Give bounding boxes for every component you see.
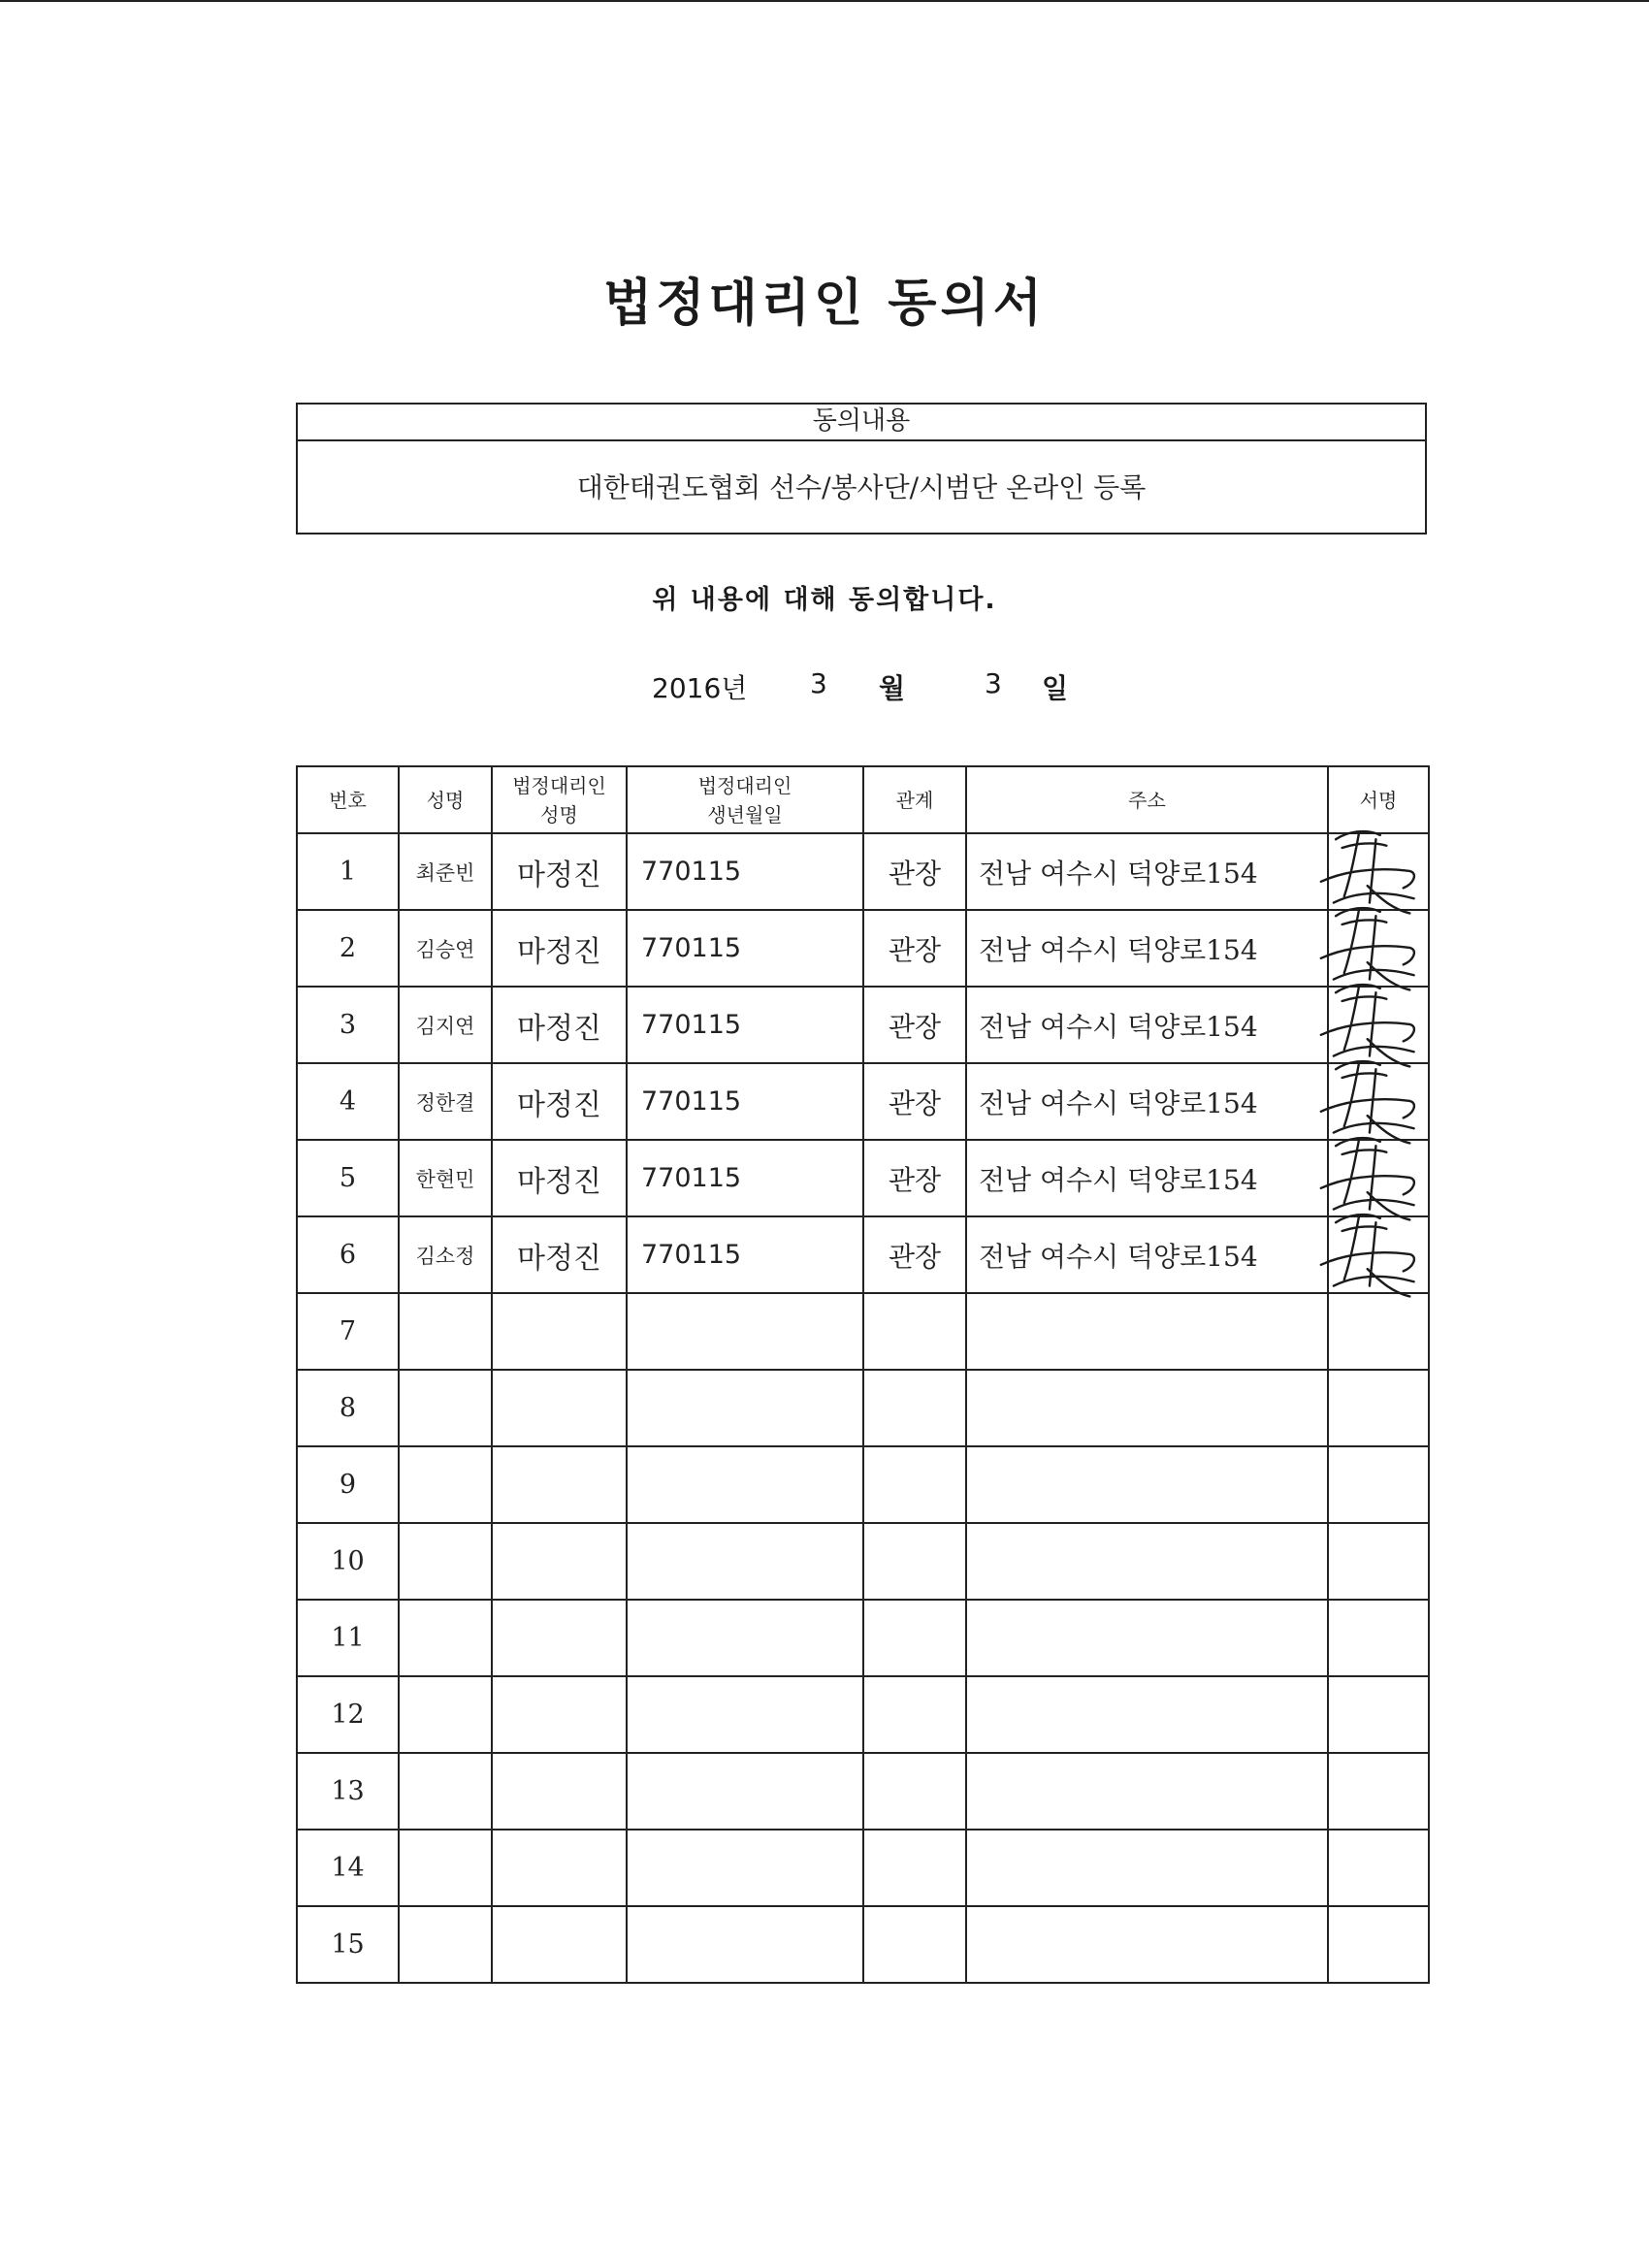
table-row: [297, 1216, 1429, 1293]
cell-guardian-name: 마정진: [492, 1063, 627, 1140]
cell-address: 전남 여수시 덕양로154: [966, 1140, 1328, 1216]
cell-relation: [863, 1830, 966, 1906]
cell-guardian-name: 마정진: [492, 910, 627, 987]
cell-guardian-birth: [627, 1293, 863, 1370]
header-guardian-birth-line2: 생년월일: [707, 802, 783, 826]
cell-no: 10: [297, 1523, 399, 1600]
header-name: 성명: [399, 766, 492, 833]
header-guardian-birth-line1: 법정대리인: [697, 773, 792, 797]
cell-guardian-birth: [627, 1753, 863, 1830]
consent-box: [296, 403, 1427, 535]
date-day-label: 일: [1042, 672, 1069, 704]
header-address: 주소: [966, 766, 1328, 833]
cell-name: 김소정: [399, 1216, 492, 1293]
cell-guardian-birth: 770115: [627, 1063, 863, 1140]
date-month-label: 월: [879, 672, 906, 704]
cell-signature: [1328, 1370, 1429, 1446]
cell-relation: 관장: [863, 1216, 966, 1293]
document-title: 법정대리인 동의서: [603, 275, 1046, 333]
cell-no: 4: [297, 1063, 399, 1140]
table-row: [297, 1676, 1429, 1753]
cell-name: [399, 1370, 492, 1446]
agree-statement: 위 내용에 대해 동의합니다.: [652, 585, 997, 615]
cell-address: [966, 1906, 1328, 1983]
cell-name: [399, 1676, 492, 1753]
cell-guardian-birth: [627, 1600, 863, 1676]
cell-name: 한현민: [399, 1140, 492, 1216]
cell-guardian-name: [492, 1523, 627, 1600]
header-guardian-name-line2: 성명: [540, 802, 578, 826]
table-row: [297, 833, 1429, 910]
cell-name: 김지연: [399, 987, 492, 1063]
cell-name: [399, 1446, 492, 1523]
cell-name: [399, 1600, 492, 1676]
cell-signature: [1328, 1753, 1429, 1830]
cell-signature: [1328, 1446, 1429, 1523]
header-guardian-name-line1: 법정대리인: [512, 773, 606, 797]
cell-signature: [1328, 1216, 1429, 1293]
header-relation: 관계: [863, 766, 966, 833]
cell-name: 정한결: [399, 1063, 492, 1140]
consent-text: 대한태권도협회 선수/봉사단/시범단 온라인 등록: [576, 471, 1147, 503]
table-row: [297, 1293, 1429, 1370]
header-guardian-birth: [627, 766, 863, 833]
cell-guardian-name: [492, 1830, 627, 1906]
cell-signature: [1328, 1906, 1429, 1983]
table-row: [297, 1063, 1429, 1140]
cell-guardian-name: [492, 1446, 627, 1523]
cell-address: 전남 여수시 덕양로154: [966, 910, 1328, 987]
cell-guardian-name: [492, 1600, 627, 1676]
cell-name: 최준빈: [399, 833, 492, 910]
cell-guardian-birth: [627, 1523, 863, 1600]
cell-no: 12: [297, 1676, 399, 1753]
cell-relation: 관장: [863, 987, 966, 1063]
cell-relation: 관장: [863, 1140, 966, 1216]
cell-relation: [863, 1600, 966, 1676]
cell-signature: [1328, 833, 1429, 910]
cell-guardian-name: 마정진: [492, 1140, 627, 1216]
cell-address: [966, 1293, 1328, 1370]
cell-guardian-name: [492, 1370, 627, 1446]
cell-guardian-birth: 770115: [627, 1216, 863, 1293]
cell-no: 15: [297, 1906, 399, 1983]
cell-guardian-name: 마정진: [492, 987, 627, 1063]
cell-guardian-name: 마정진: [492, 1216, 627, 1293]
cell-guardian-name: [492, 1293, 627, 1370]
cell-name: [399, 1753, 492, 1830]
consent-register-table: [296, 765, 1430, 1984]
cell-address: [966, 1600, 1328, 1676]
cell-no: 11: [297, 1600, 399, 1676]
cell-name: [399, 1906, 492, 1983]
cell-signature: [1328, 1293, 1429, 1370]
cell-relation: [863, 1906, 966, 1983]
date-day-value: 3: [985, 667, 1002, 699]
cell-guardian-birth: [627, 1370, 863, 1446]
cell-signature: [1328, 987, 1429, 1063]
cell-address: [966, 1523, 1328, 1600]
cell-guardian-birth: [627, 1906, 863, 1983]
cell-relation: [863, 1753, 966, 1830]
cell-name: [399, 1293, 492, 1370]
scan-top-edge: [0, 0, 1649, 2]
table-row: [297, 1753, 1429, 1830]
cell-guardian-birth: [627, 1830, 863, 1906]
cell-relation: 관장: [863, 1063, 966, 1140]
cell-relation: [863, 1370, 966, 1446]
header-guardian-name: [492, 766, 627, 833]
cell-relation: [863, 1293, 966, 1370]
consent-heading: 동의내용: [298, 405, 1425, 441]
cell-address: 전남 여수시 덕양로154: [966, 833, 1328, 910]
cell-address: [966, 1830, 1328, 1906]
cell-address: 전남 여수시 덕양로154: [966, 987, 1328, 1063]
date-month-value: 3: [810, 667, 827, 699]
cell-no: 7: [297, 1293, 399, 1370]
cell-no: 6: [297, 1216, 399, 1293]
cell-no: 13: [297, 1753, 399, 1830]
cell-guardian-name: 마정진: [492, 833, 627, 910]
table-row: [297, 1370, 1429, 1446]
cell-signature: [1328, 1063, 1429, 1140]
table-row: [297, 1140, 1429, 1216]
cell-relation: [863, 1676, 966, 1753]
cell-guardian-name: [492, 1906, 627, 1983]
cell-address: [966, 1370, 1328, 1446]
cell-signature: [1328, 910, 1429, 987]
table-row: [297, 987, 1429, 1063]
cell-guardian-birth: 770115: [627, 1140, 863, 1216]
cell-signature: [1328, 1140, 1429, 1216]
table-row: [297, 1600, 1429, 1676]
cell-relation: 관장: [863, 910, 966, 987]
table-row: [297, 1906, 1429, 1983]
cell-no: 5: [297, 1140, 399, 1216]
header-no: 번호: [297, 766, 399, 833]
cell-address: 전남 여수시 덕양로154: [966, 1216, 1328, 1293]
table-row: [297, 1523, 1429, 1600]
cell-no: 8: [297, 1370, 399, 1446]
cell-no: 1: [297, 833, 399, 910]
table-header-row: [297, 766, 1429, 833]
cell-signature: [1328, 1676, 1429, 1753]
cell-signature: [1328, 1830, 1429, 1906]
table-row: [297, 1830, 1429, 1906]
cell-address: [966, 1446, 1328, 1523]
table-row: [297, 910, 1429, 987]
cell-address: 전남 여수시 덕양로154: [966, 1063, 1328, 1140]
cell-guardian-birth: [627, 1446, 863, 1523]
cell-guardian-birth: 770115: [627, 987, 863, 1063]
cell-signature: [1328, 1600, 1429, 1676]
cell-address: [966, 1676, 1328, 1753]
handwritten-signature: [1308, 1208, 1434, 1303]
cell-guardian-name: [492, 1753, 627, 1830]
cell-relation: [863, 1446, 966, 1523]
cell-no: 3: [297, 987, 399, 1063]
table-row: [297, 1446, 1429, 1523]
cell-no: 14: [297, 1830, 399, 1906]
cell-name: 김승연: [399, 910, 492, 987]
cell-relation: 관장: [863, 833, 966, 910]
date-year: 2016년: [652, 672, 748, 704]
cell-guardian-birth: 770115: [627, 910, 863, 987]
cell-relation: [863, 1523, 966, 1600]
cell-guardian-birth: 770115: [627, 833, 863, 910]
cell-name: [399, 1830, 492, 1906]
cell-name: [399, 1523, 492, 1600]
signature-stroke: [1321, 1215, 1414, 1296]
header-signature: 서명: [1328, 766, 1429, 833]
cell-no: 9: [297, 1446, 399, 1523]
cell-guardian-birth: [627, 1676, 863, 1753]
cell-address: [966, 1753, 1328, 1830]
cell-guardian-name: [492, 1676, 627, 1753]
cell-no: 2: [297, 910, 399, 987]
cell-signature: [1328, 1523, 1429, 1600]
